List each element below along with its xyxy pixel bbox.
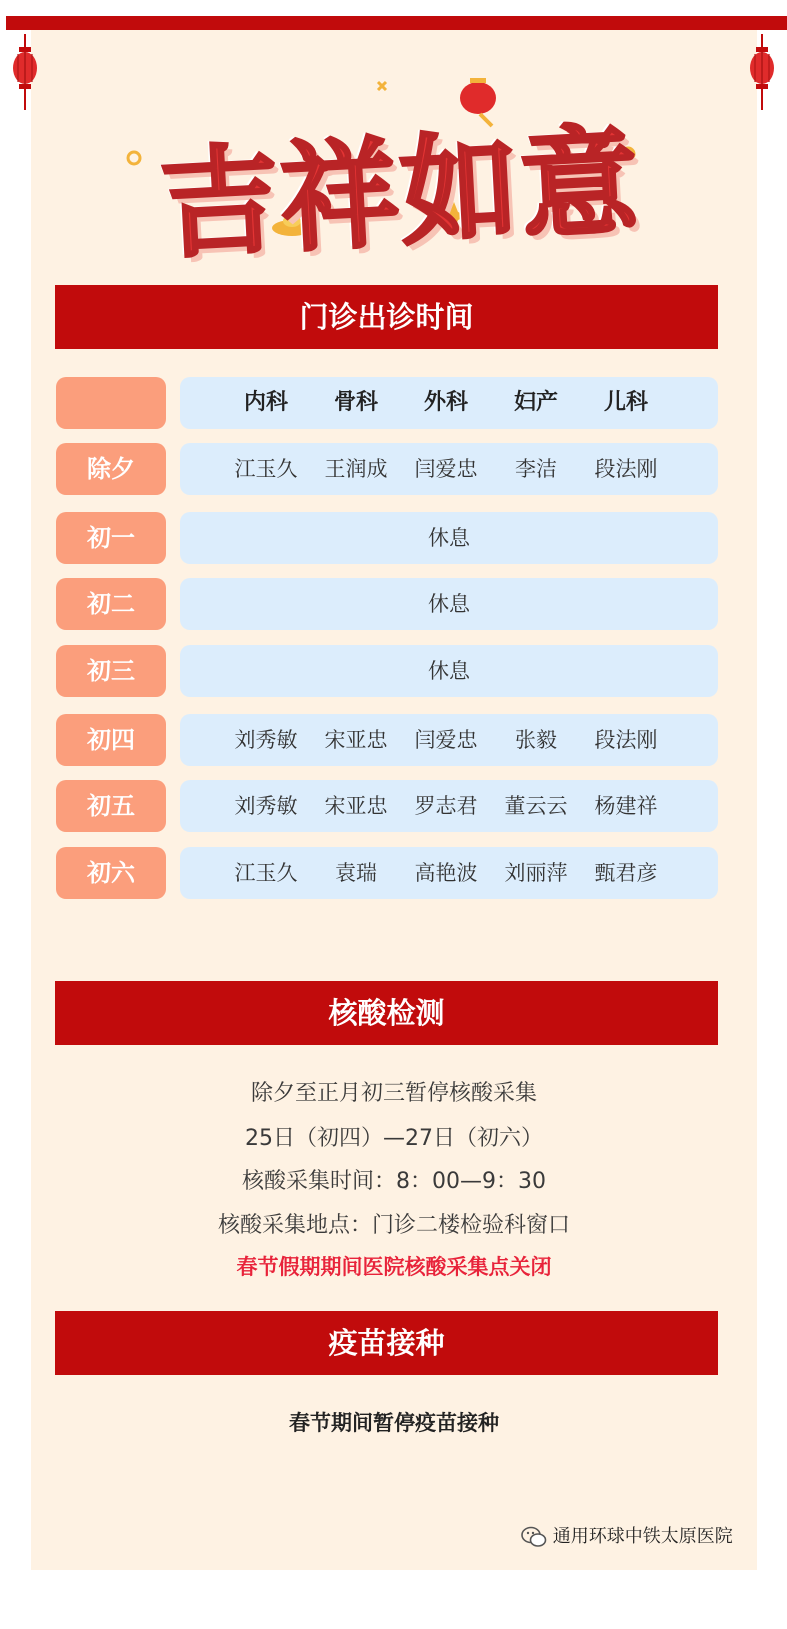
vaccine-line: 春节期间暂停疫苗接种 (289, 1411, 499, 1435)
schedule-row (180, 645, 718, 697)
doctor-cell: 张毅 (515, 728, 557, 752)
account-name: 通用环球中铁太原医院 (552, 1526, 733, 1547)
lantern-icon (10, 34, 40, 114)
department-cell: 内科 (243, 390, 288, 415)
nucleic-notice: 春节假期期间医院核酸采集点关闭 (236, 1255, 552, 1279)
doctor-cell: 刘丽萍 (504, 861, 568, 885)
vaccine-header: 疫苗接种 (55, 1311, 718, 1375)
doctor-cell: 江玉久 (234, 457, 298, 481)
day-label: 初三 (56, 645, 166, 697)
department-cell: 骨科 (333, 390, 378, 415)
doctor-cell: 刘秀敏 (234, 794, 298, 818)
day-label: 初四 (56, 714, 166, 766)
department-cell: 妇产 (513, 390, 558, 415)
hero-title: 吉祥如意 (157, 111, 644, 275)
day-label: 初二 (56, 578, 166, 630)
doctor-cell: 李洁 (515, 457, 557, 481)
nucleic-line: 核酸采集时间：8：00—9：30 (242, 1169, 546, 1194)
doctor-cell: 杨建祥 (594, 794, 658, 818)
department-header-row (180, 377, 718, 429)
rest-status: 休息 (428, 592, 470, 616)
doctor-cell: 段法刚 (594, 457, 658, 481)
doctor-cell: 段法刚 (594, 728, 658, 752)
day-label: 初六 (56, 847, 166, 899)
doctor-cell: 王润成 (324, 457, 388, 481)
doctor-cell: 罗志君 (414, 794, 478, 818)
wechat-icon (521, 1526, 547, 1548)
schedule-row (180, 847, 718, 899)
department-cell: 外科 (423, 390, 468, 415)
doctor-cell: 宋亚忠 (324, 794, 388, 818)
rest-status: 休息 (428, 659, 470, 683)
outpatient-header: 门诊出诊时间 (55, 285, 718, 349)
top-red-bar (6, 16, 787, 30)
day-label: 除夕 (56, 443, 166, 495)
account-footer (521, 1523, 733, 1551)
nucleic-header: 核酸检测 (55, 981, 718, 1045)
doctor-cell: 闫爱忠 (414, 457, 478, 481)
doctor-cell: 袁瑞 (335, 861, 377, 885)
rest-status: 休息 (428, 526, 470, 550)
day-label: 初一 (56, 512, 166, 564)
schedule-row (180, 512, 718, 564)
nucleic-line: 除夕至正月初三暂停核酸采集 (250, 1081, 537, 1106)
doctor-cell: 董云云 (504, 794, 568, 818)
hero-banner (120, 78, 680, 275)
schedule-row (180, 578, 718, 630)
doctor-cell: 闫爱忠 (414, 728, 478, 752)
doctor-cell: 高艳波 (414, 861, 478, 885)
day-label: 初五 (56, 780, 166, 832)
schedule-row (180, 714, 718, 766)
nucleic-line: 核酸采集地点：门诊二楼检验科窗口 (217, 1213, 570, 1238)
schedule-row (180, 780, 718, 832)
department-cell: 儿科 (603, 390, 648, 415)
doctor-cell: 江玉久 (234, 861, 298, 885)
header-blank-label (56, 377, 166, 429)
lantern-icon (747, 34, 777, 114)
schedule-row (180, 443, 718, 495)
doctor-cell: 刘秀敏 (234, 728, 298, 752)
doctor-cell: 甄君彦 (594, 861, 658, 885)
doctor-cell: 宋亚忠 (324, 728, 388, 752)
nucleic-line: 25日（初四）—27日（初六） (245, 1126, 543, 1151)
